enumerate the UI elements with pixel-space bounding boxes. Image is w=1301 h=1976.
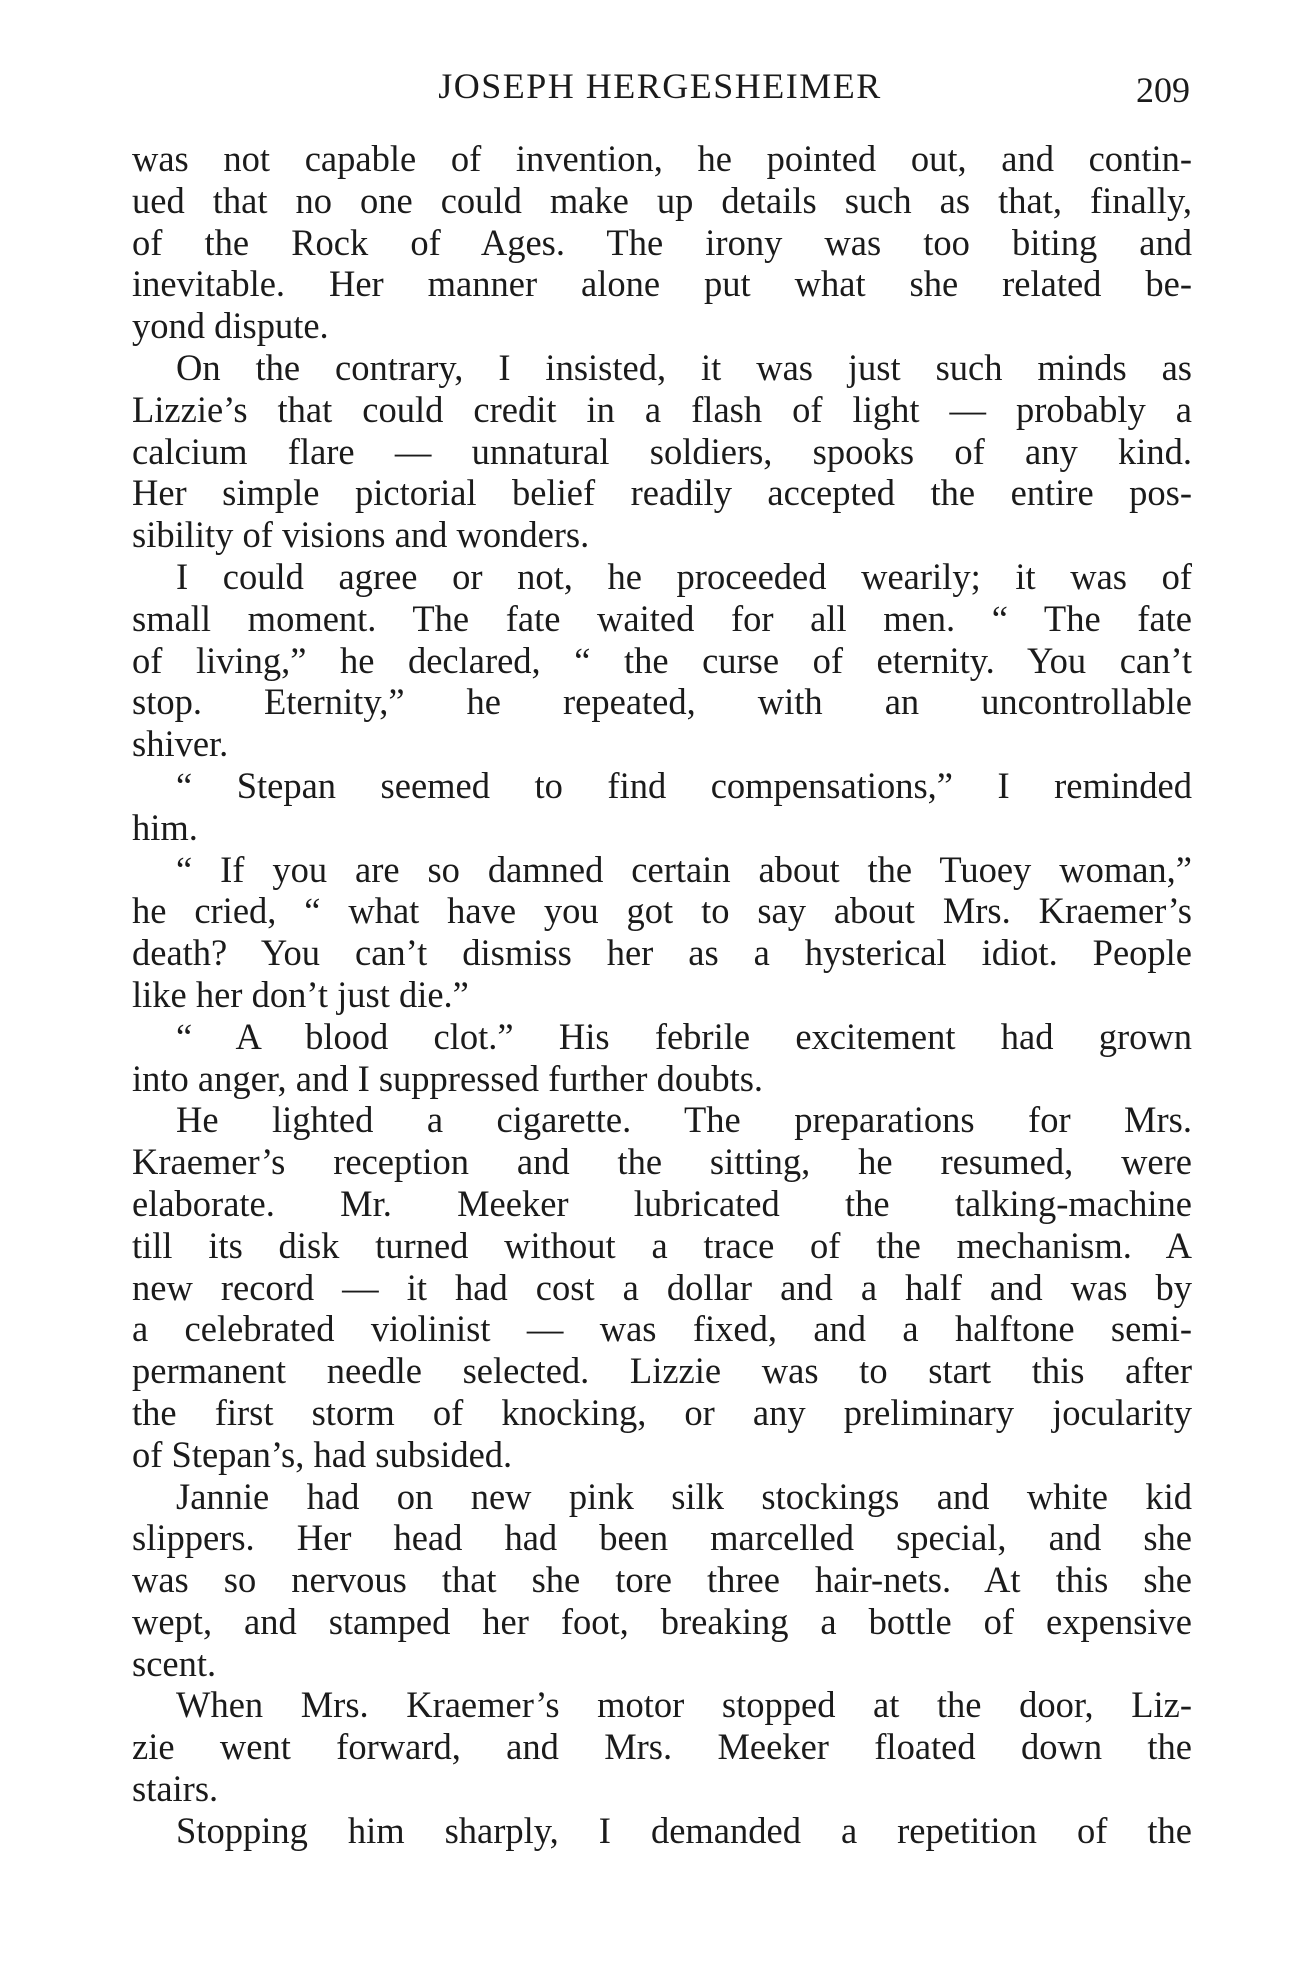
text-line: into anger, and I suppressed further doubts. [132, 1057, 764, 1099]
text-line: was not capable of invention, he pointed out, and contin- [132, 138, 1192, 179]
text-line: He lighted a cigarette. The preparations for Mrs. [176, 1099, 1192, 1141]
text-line: zie went forward, and Mrs. Meeker floated down the [132, 1726, 1192, 1768]
running-head [130, 58, 1190, 114]
text-line: On the contrary, I insisted, it was just such minds as [176, 346, 1192, 388]
text-line: “ A blood clot.” His febrile excitement had grown [176, 1015, 1192, 1057]
text-line: “ Stepan seemed to find compensations,” I reminded [176, 764, 1192, 806]
text-line: ued that no one could make up details such as that, finally, [132, 179, 1192, 221]
text-line: Her simple pictorial belief readily accepted the entire pos- [132, 472, 1192, 514]
text-line: Kraemer’s reception and the sitting, he resumed, were [132, 1141, 1192, 1183]
text-line: of the Rock of Ages. The irony was too biting and [132, 221, 1192, 263]
text-line: yond dispute. [132, 305, 329, 347]
body-text [132, 138, 1192, 1852]
text-line: “ If you are so damned certain about the Tuoey woman,” [176, 848, 1192, 890]
text-line: sibility of visions and wonders. [132, 514, 590, 556]
text-line: calcium flare — unnatural soldiers, spooks of any kind. [132, 430, 1192, 472]
text-line: small moment. The fate waited for all men. “ The fate [132, 597, 1192, 639]
text-line: elaborate. Mr. Meeker lubricated the talking-machine [132, 1182, 1192, 1224]
text-line: of Stepan’s, had subsided. [132, 1433, 513, 1475]
text-line: him. [132, 806, 198, 848]
text-line: I could agree or not, he proceeded wearily; it was of [176, 555, 1192, 597]
text-line: permanent needle selected. Lizzie was to start this after [132, 1350, 1192, 1392]
text-line: wept, and stamped her foot, breaking a bottle of expensive [132, 1600, 1192, 1642]
text-line: Lizzie’s that could credit in a flash of light — probably a [132, 388, 1192, 430]
text-line: till its disk turned without a trace of the mechanism. A [132, 1224, 1192, 1266]
text-line: death? You can’t dismiss her as a hysterical idiot. People [132, 932, 1192, 974]
text-line: slippers. Her head had been marcelled special, and she [132, 1517, 1192, 1559]
text-line: of living,” he declared, “ the curse of eternity. You can’t [132, 639, 1192, 681]
text-line: was so nervous that she tore three hair-nets. At this she [132, 1559, 1192, 1601]
text-line: Jannie had on new pink silk stockings and white kid [176, 1475, 1192, 1517]
text-line: a celebrated violinist — was fixed, and a halftone semi- [132, 1308, 1192, 1350]
text-line: scent. [132, 1642, 217, 1684]
text-line: Stopping him sharply, I demanded a repetition of the [176, 1809, 1192, 1851]
text-line: When Mrs. Kraemer’s motor stopped at the door, Liz- [176, 1684, 1192, 1726]
text-line: he cried, “ what have you got to say about Mrs. Kraemer’s [132, 890, 1192, 932]
text-line: stairs. [132, 1768, 219, 1810]
page-number: 209 [1136, 70, 1190, 110]
running-title: JOSEPH HERGESHEIMER [438, 66, 882, 106]
text-line: like her don’t just die.” [132, 973, 469, 1015]
text-line: the first storm of knocking, or any preliminary jocularity [132, 1391, 1192, 1433]
text-line: stop. Eternity,” he repeated, with an uncontrollable [132, 681, 1192, 723]
text-line: shiver. [132, 723, 229, 765]
text-line: new record — it had cost a dollar and a half and was by [132, 1266, 1192, 1308]
text-line: inevitable. Her manner alone put what she related be- [132, 263, 1192, 305]
